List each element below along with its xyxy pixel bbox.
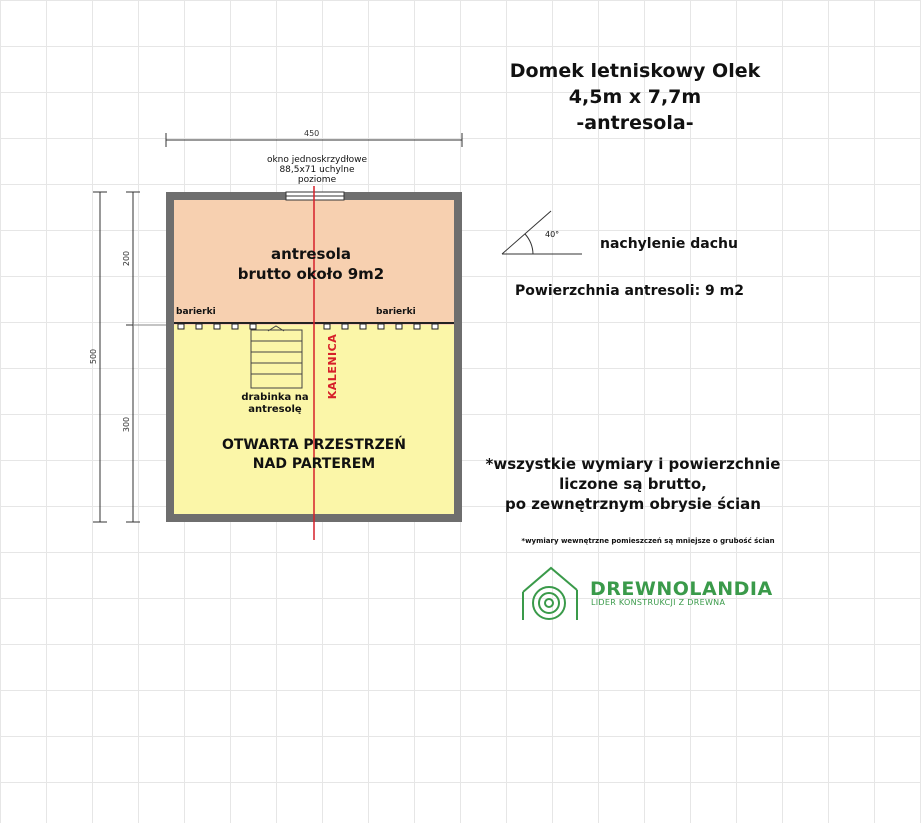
mezzanine-label-area: brutto około 9m2 bbox=[237, 265, 385, 283]
window-label-line3: poziome bbox=[297, 175, 337, 185]
height-dimension-lines bbox=[93, 192, 166, 522]
open-space-label-line1: OTWARTA PRZESTRZEŃ bbox=[221, 437, 407, 453]
plan-title-name: Domek letniskowy Olek bbox=[509, 60, 761, 82]
roof-angle-label: 40° bbox=[545, 230, 560, 239]
width-dimension-label: 450 bbox=[304, 129, 320, 138]
open-space-label-line2: NAD PARTEREM bbox=[252, 456, 376, 472]
roof-pitch-symbol bbox=[502, 211, 582, 254]
mezzanine-label-name: antresola bbox=[270, 245, 352, 263]
plan-title-size: 4,5m x 7,7m bbox=[568, 86, 702, 108]
window-label bbox=[255, 155, 379, 185]
window-label-line2: 88,5x71 uchylne bbox=[279, 165, 355, 175]
window-symbol bbox=[286, 192, 344, 200]
ladder-label-line1: drabinka na bbox=[241, 392, 309, 403]
logo-tagline: LIDER KONSTRUKCJI Z DREWNA bbox=[591, 598, 726, 607]
railing-label-right: barierki bbox=[376, 307, 416, 317]
open-space-label bbox=[184, 436, 444, 474]
internal-dimensions-note: *wymiary wewnętrzne pomieszczeń są mniejsze o grubość ścian bbox=[521, 537, 775, 545]
ladder-label-line2: antresolę bbox=[248, 404, 302, 415]
mezzanine-label bbox=[196, 244, 426, 284]
note-line3: po zewnętrznym obrysie ścian bbox=[505, 495, 761, 513]
plan-title-level: -antresola- bbox=[576, 112, 694, 134]
gross-dimensions-note bbox=[478, 454, 788, 514]
window-label-line1: okno jednoskrzydłowe bbox=[266, 155, 368, 165]
roof-pitch-label: nachylenie dachu bbox=[600, 236, 738, 252]
ladder-symbol bbox=[251, 326, 302, 388]
ladder-label bbox=[230, 392, 320, 416]
top-height-dimension-label: 200 bbox=[122, 250, 132, 267]
total-height-dimension-label: 500 bbox=[89, 348, 99, 365]
note-line2: liczone są brutto, bbox=[559, 475, 707, 493]
railing-label-left: barierki bbox=[176, 307, 216, 317]
logo-house-icon bbox=[523, 568, 577, 620]
area-summary: Powierzchnia antresoli: 9 m2 bbox=[515, 283, 744, 299]
note-line1: *wszystkie wymiary i powierzchnie bbox=[485, 455, 781, 473]
logo-name: DREWNOLANDIA bbox=[590, 578, 773, 600]
bottom-height-dimension-label: 300 bbox=[122, 416, 132, 433]
ridge-label: KALENICA bbox=[326, 333, 340, 400]
